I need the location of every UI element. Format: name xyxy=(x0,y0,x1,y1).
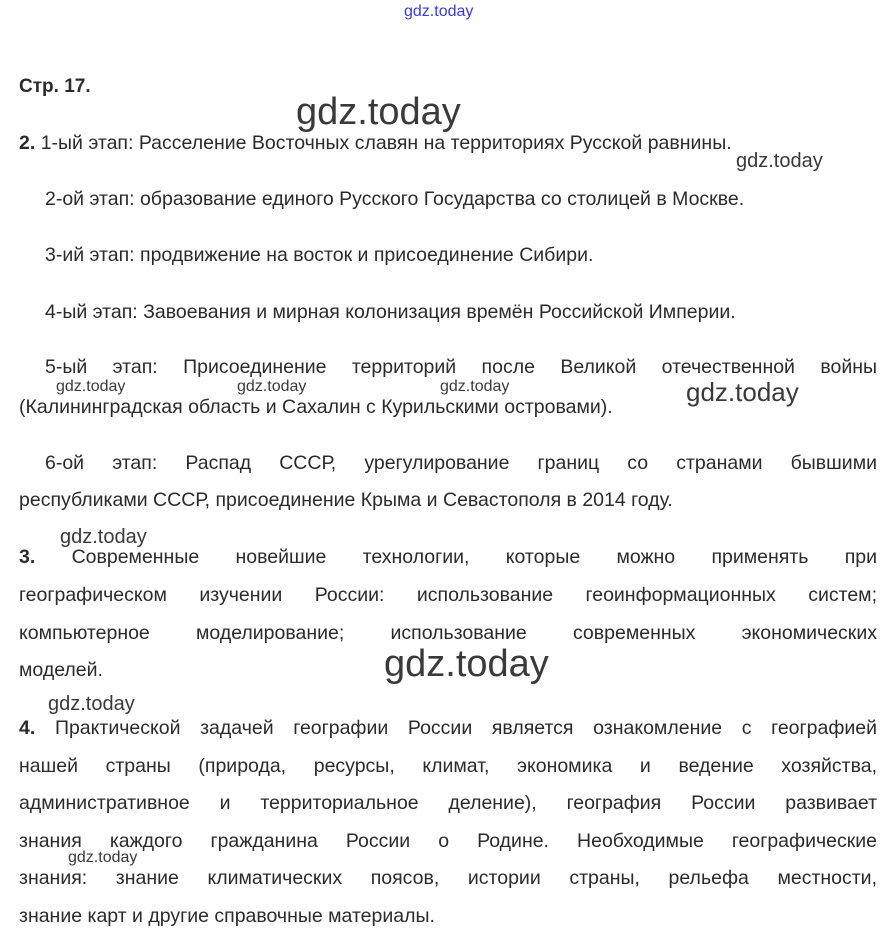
watermark-small-3: gdz.today xyxy=(48,693,135,715)
watermark-medium-1: gdz.today xyxy=(686,377,799,407)
s4-line-1 xyxy=(19,716,877,740)
s4-line-5: знания: знание климатических поясов, истории страны, рельефа местности, xyxy=(19,867,877,889)
watermark-small-2: gdz.today xyxy=(60,526,147,548)
s4-l1-text: Практической задачей географии России является ознакомление с географией xyxy=(54,717,877,739)
s3-line-3: компьютерное моделирование; использование современных экономических xyxy=(19,622,877,644)
s2-line-5a: 5-ый этап: Присоединение территорий после Великой отечественной войны xyxy=(45,356,877,378)
watermark-tiny-2: gdz.today xyxy=(237,378,307,395)
s3-line-2: географическом изучении России: использование геоинформационных систем; xyxy=(19,584,877,606)
watermark-tiny-1: gdz.today xyxy=(56,378,126,395)
s4-number: 4. xyxy=(19,717,36,739)
s2-line-6b: республиками СССР, присоединение Крыма и Севастополя в 2014 году. xyxy=(19,489,673,511)
s4-line-2: нашей страны (природа, ресурсы, климат, экономика и ведение хозяйства, xyxy=(19,755,877,777)
s2-line-3: 3-ий этап: продвижение на восток и присоединение Сибири. xyxy=(45,244,594,266)
s2-number: 2. xyxy=(19,132,36,154)
s3-number: 3. xyxy=(19,546,36,568)
s4-line-6: знание карт и другие справочные материалы. xyxy=(19,905,435,927)
s4-line-3: административное и территориальное деление), география России развивает xyxy=(19,792,877,814)
page-title: Стр. 17. xyxy=(19,76,91,97)
s4-line-4: знания каждого гражданина России о Родине. Необходимые географические xyxy=(19,830,877,852)
s3-line-4: моделей. xyxy=(19,659,103,681)
s2-line-1 xyxy=(19,131,732,155)
s2-line-2: 2-ой этап: образование единого Русского Государства со столицей в Москве. xyxy=(45,188,745,210)
s2-l1-text: 1-ый этап: Расселение Восточных славян на территориях Русской равнины. xyxy=(40,132,732,154)
s2-line-6a: 6-ой этап: Распад СССР, урегулирование границ со странами бывшими xyxy=(45,452,877,474)
s2-line-4: 4-ый этап: Завоевания и мирная колонизация времён Российской Империи. xyxy=(45,301,736,323)
watermark-small-1: gdz.today xyxy=(736,150,823,172)
s3-line-1 xyxy=(19,545,877,569)
top-watermark: gdz.today xyxy=(404,3,474,20)
s2-line-5b: (Калининградская область и Сахалин с Курильскими островами). xyxy=(19,396,613,418)
watermark-large-2: gdz.today xyxy=(384,643,549,685)
watermark-tiny-3: gdz.today xyxy=(440,378,510,395)
s3-l1-text: Современные новейшие технологии, которые можно применять при xyxy=(71,546,877,568)
watermark-tiny-4: gdz.today xyxy=(68,849,138,866)
watermark-large-1: gdz.today xyxy=(296,91,461,133)
